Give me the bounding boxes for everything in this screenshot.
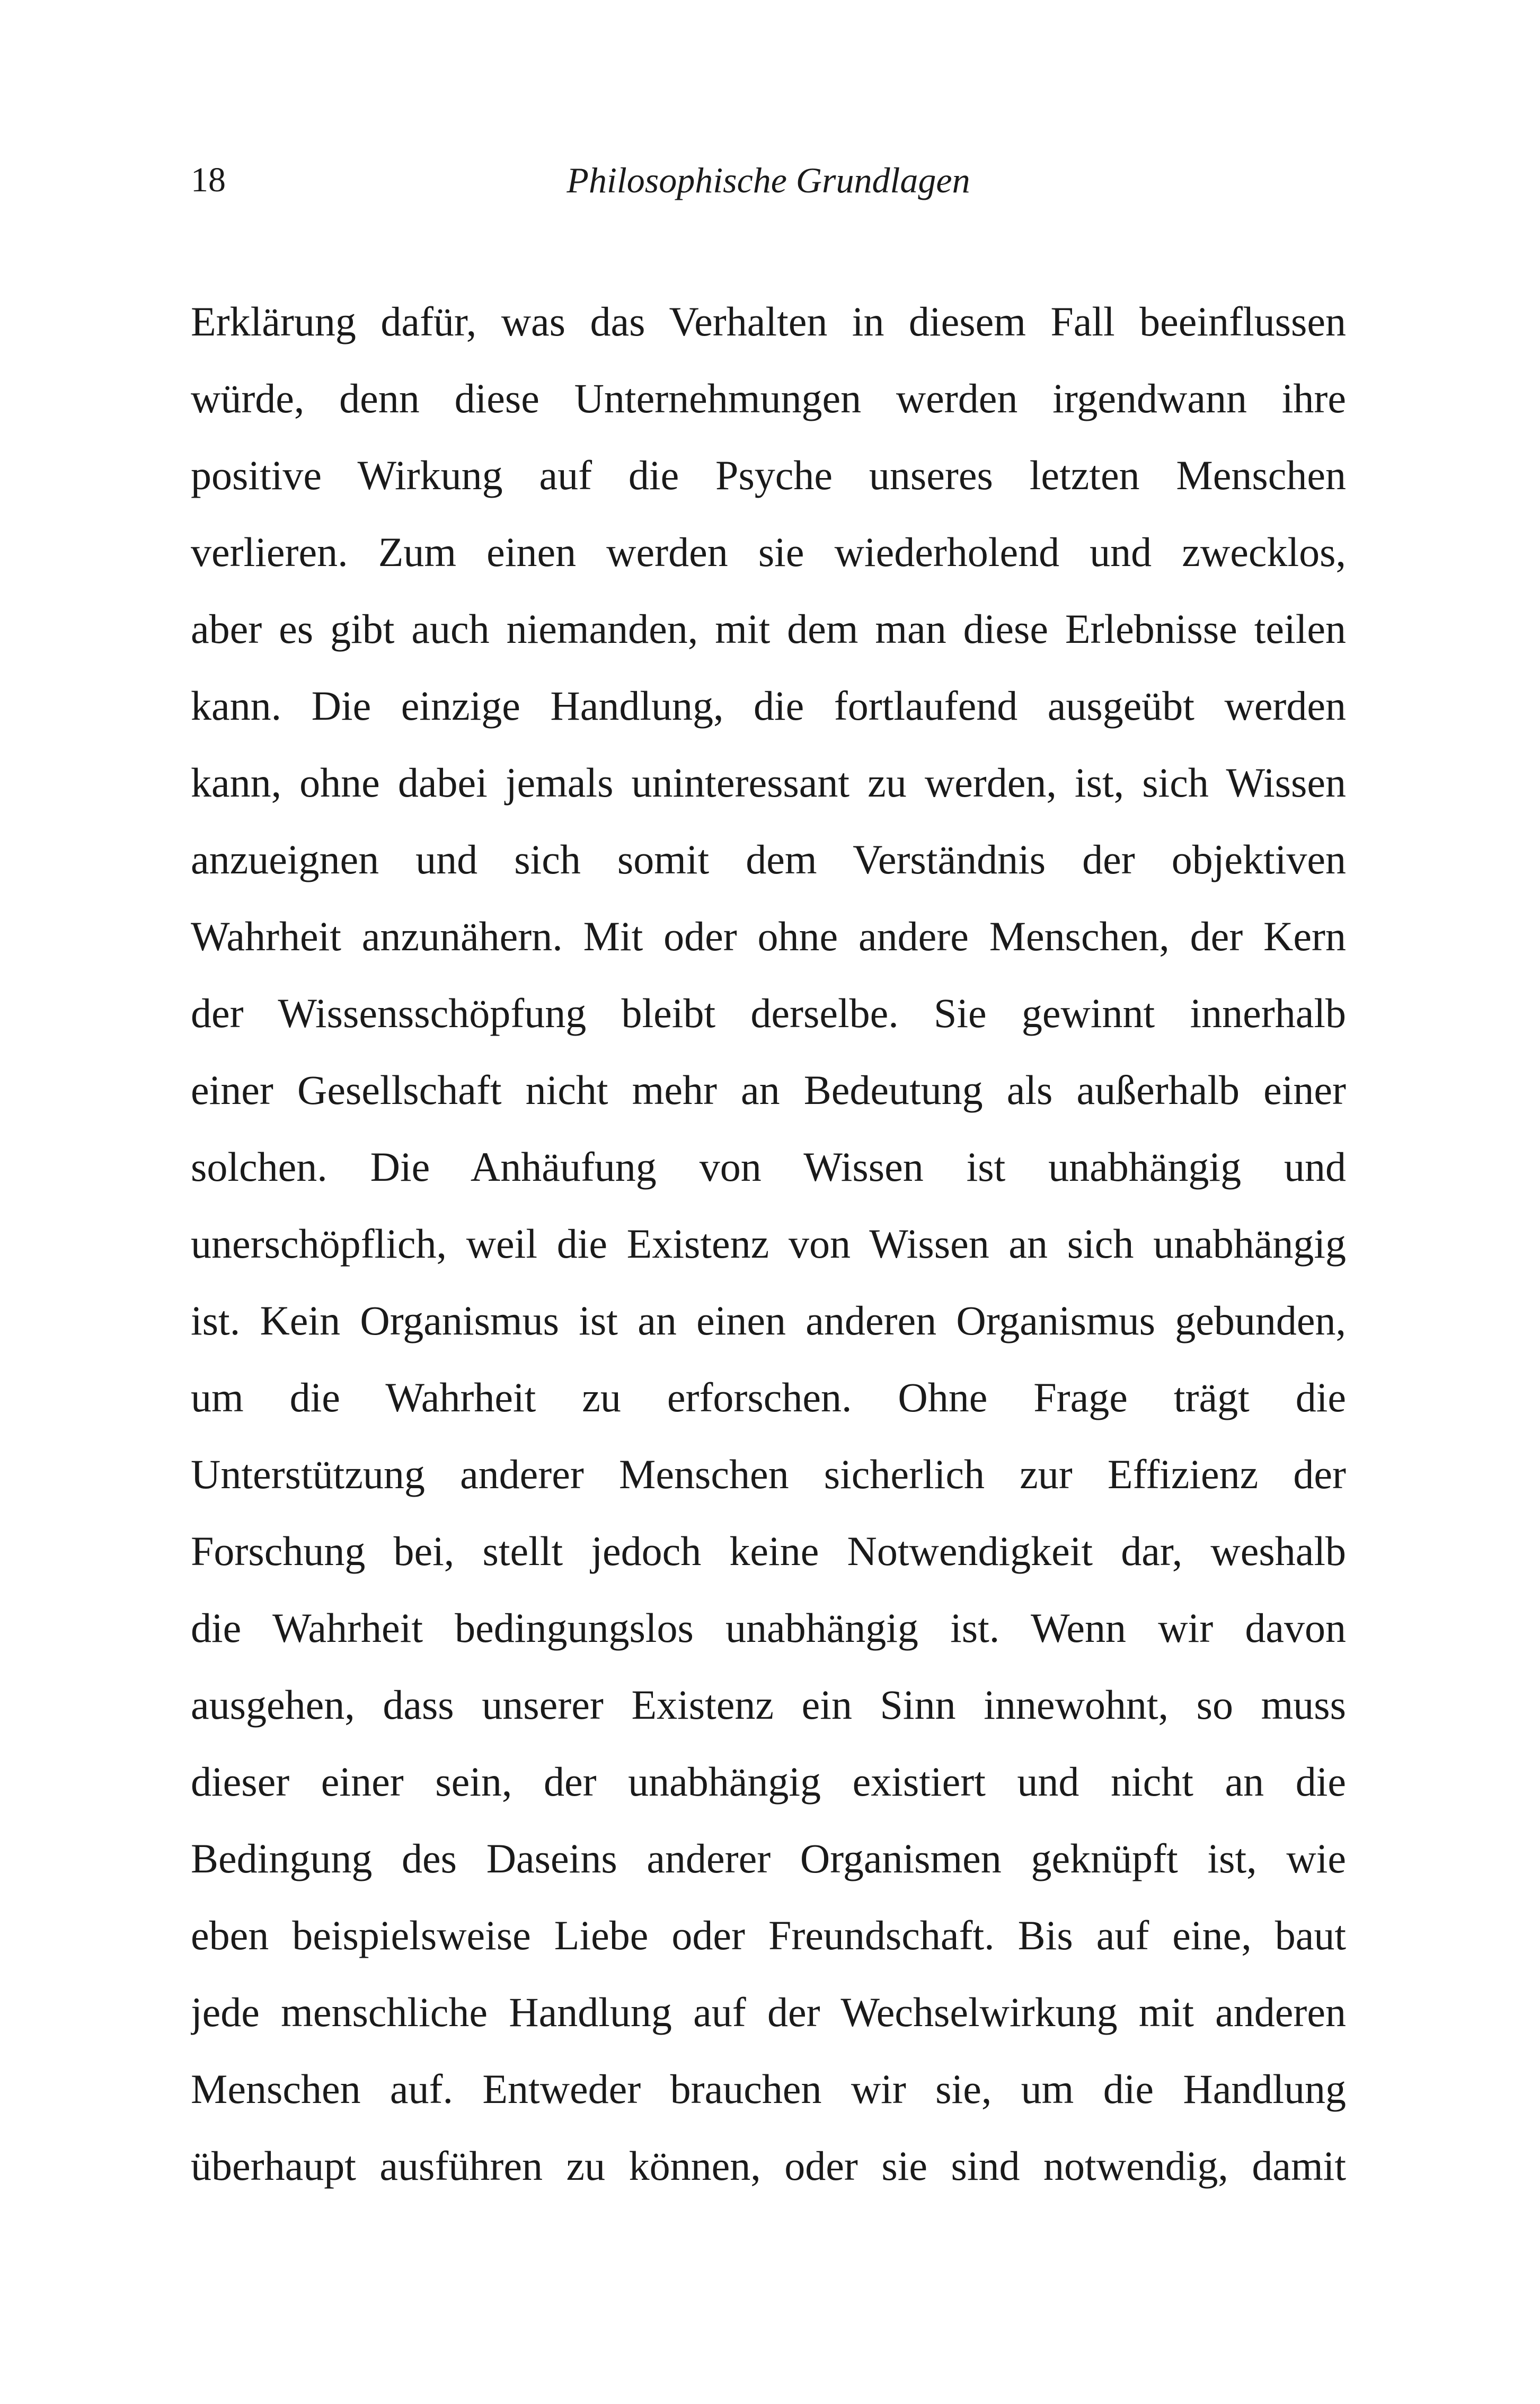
text-line: um die Wahrheit zu erforschen. Ohne Frage trägt die (191, 1374, 1346, 1420)
body-text (191, 0, 1346, 2404)
text-line: Wahrheit anzunähern. Mit oder ohne andere Menschen, der Kern (191, 913, 1346, 959)
text-line: aber es gibt auch niemanden, mit dem man diese Erlebnisse teilen (191, 606, 1346, 652)
text-line: würde, denn diese Unternehmungen werden irgendwann ihre (191, 375, 1346, 421)
text-line: Unterstützung anderer Menschen sicherlich zur Effizienz der (191, 1451, 1346, 1497)
text-line: die Wahrheit bedingungslos unabhängig ist. Wenn wir davon (191, 1605, 1346, 1651)
text-line: solchen. Die Anhäufung von Wissen ist unabhängig und (191, 1144, 1346, 1190)
text-line: dieser einer sein, der unabhängig existiert und nicht an die (191, 1758, 1346, 1805)
text-line: Forschung bei, stellt jedoch keine Notwendigkeit dar, weshalb (191, 1528, 1346, 1574)
text-line: ist. Kein Organismus ist an einen anderen Organismus gebunden, (191, 1297, 1346, 1344)
text-line: verlieren. Zum einen werden sie wiederholend und zwecklos, (191, 529, 1346, 575)
text-line: kann. Die einzige Handlung, die fortlaufend ausgeübt werden (191, 683, 1346, 729)
running-title: Philosophische Grundlagen (567, 160, 970, 200)
text-line: jede menschliche Handlung auf der Wechselwirkung mit anderen (191, 1989, 1346, 2035)
text-line: Menschen auf. Entweder brauchen wir sie, um die Handlung (191, 2066, 1346, 2112)
text-line: der Wissensschöpfung bleibt derselbe. Sie gewinnt innerhalb (191, 990, 1346, 1036)
text-line: unerschöpflich, weil die Existenz von Wissen an sich unabhängig (191, 1221, 1346, 1267)
text-line: Erklärung dafür, was das Verhalten in diesem Fall beeinflussen (191, 298, 1346, 344)
text-line: Bedingung des Daseins anderer Organismen geknüpft ist, wie (191, 1835, 1346, 1881)
text-line: überhaupt ausführen zu können, oder sie sind notwendig, damit (191, 2143, 1346, 2189)
page-number: 18 (191, 161, 226, 199)
text-line: ausgehen, dass unserer Existenz ein Sinn innewohnt, so muss (191, 1682, 1346, 1728)
text-line: anzueignen und sich somit dem Verständnis der objektiven (191, 836, 1346, 882)
text-line: einer Gesellschaft nicht mehr an Bedeutung als außerhalb einer (191, 1067, 1346, 1113)
text-line: positive Wirkung auf die Psyche unseres letzten Menschen (191, 452, 1346, 498)
text-line: eben beispielsweise Liebe oder Freundschaft. Bis auf eine, baut (191, 1912, 1346, 1958)
text-line: kann, ohne dabei jemals uninteressant zu werden, ist, sich Wissen (191, 759, 1346, 806)
